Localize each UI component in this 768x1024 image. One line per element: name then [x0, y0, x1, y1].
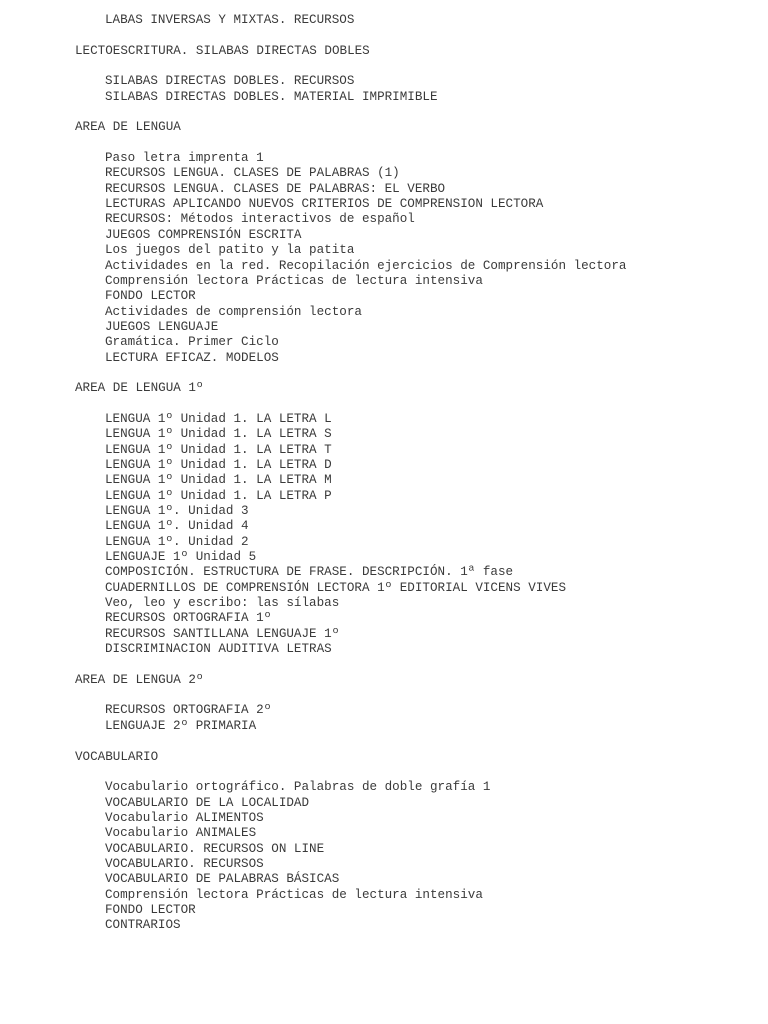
link-item[interactable]: RECURSOS LENGUA. CLASES DE PALABRAS (1) — [105, 166, 400, 181]
section — [0, 105, 768, 366]
link-item[interactable]: LENGUA 1º Unidad 1. LA LETRA M — [105, 473, 332, 488]
link-item[interactable]: Vocabulario ALIMENTOS — [105, 810, 264, 825]
link-item[interactable]: Actividades en la red. Recopilación ejercicios de Comprensión lectora — [105, 258, 627, 273]
spacer — [0, 366, 768, 381]
link-item[interactable]: VOCABULARIO. RECURSOS ON LINE — [105, 841, 325, 856]
spacer — [0, 765, 768, 780]
link-item[interactable]: Veo, leo y escribo: las sílabas — [105, 596, 340, 611]
section — [0, 13, 768, 28]
link-item[interactable]: JUEGOS COMPRENSIÓN ESCRITA — [105, 227, 302, 242]
link-list — [0, 412, 768, 658]
link-item[interactable]: RECURSOS ORTOGRAFIA 2º — [105, 703, 272, 718]
link-item[interactable]: Actividades de comprensión lectora — [105, 304, 362, 319]
link-item[interactable]: Comprensión lectora Prácticas de lectura intensiva — [105, 273, 483, 288]
link-list — [0, 780, 768, 933]
link-item[interactable]: SILABAS DIRECTAS DOBLES. MATERIAL IMPRIMIBLE — [105, 89, 438, 104]
link-list — [0, 74, 768, 105]
link-item[interactable]: SILABAS DIRECTAS DOBLES. RECURSOS — [105, 74, 355, 89]
link-item[interactable]: Gramática. Primer Ciclo — [105, 335, 279, 350]
link-item[interactable]: DISCRIMINACION AUDITIVA LETRAS — [105, 642, 332, 657]
link-item[interactable]: VOCABULARIO. RECURSOS — [105, 856, 264, 871]
section-heading: AREA DE LENGUA — [75, 120, 181, 135]
link-item[interactable]: FONDO LECTOR — [105, 902, 196, 917]
link-item[interactable]: LENGUA 1º. Unidad 2 — [105, 534, 249, 549]
link-item[interactable]: Los juegos del patito y la patita — [105, 243, 355, 258]
section-heading: LECTOESCRITURA. SILABAS DIRECTAS DOBLES — [75, 43, 370, 58]
link-item[interactable]: LENGUAJE 2º PRIMARIA — [105, 718, 257, 733]
section-heading: AREA DE LENGUA 1º — [75, 381, 204, 396]
link-list — [0, 151, 768, 366]
link-list — [0, 13, 768, 28]
link-item[interactable]: LENGUA 1º Unidad 1. LA LETRA L — [105, 411, 332, 426]
section — [0, 28, 768, 105]
section-heading: VOCABULARIO — [75, 749, 159, 764]
spacer — [0, 397, 768, 412]
link-item[interactable]: VOCABULARIO DE PALABRAS BÁSICAS — [105, 872, 340, 887]
link-item[interactable]: LENGUA 1º Unidad 1. LA LETRA D — [105, 457, 332, 472]
link-item[interactable]: LECTURA EFICAZ. MODELOS — [105, 350, 279, 365]
link-item[interactable]: RECURSOS SANTILLANA LENGUAJE 1º — [105, 626, 340, 641]
link-item[interactable]: LECTURAS APLICANDO NUEVOS CRITERIOS DE COMPRENSION LECTORA — [105, 197, 544, 212]
link-item[interactable]: LENGUA 1º. Unidad 4 — [105, 519, 249, 534]
link-item[interactable]: Paso letra imprenta 1 — [105, 151, 264, 166]
section-heading: AREA DE LENGUA 2º — [75, 672, 204, 687]
section — [0, 366, 768, 658]
link-item[interactable]: RECURSOS: Métodos interactivos de español — [105, 212, 415, 227]
spacer — [0, 105, 768, 120]
link-item[interactable]: Comprensión lectora Prácticas de lectura intensiva — [105, 887, 483, 902]
link-item[interactable]: CONTRARIOS — [105, 918, 181, 933]
spacer — [0, 136, 768, 151]
link-item[interactable]: LENGUA 1º Unidad 1. LA LETRA S — [105, 427, 332, 442]
section — [0, 734, 768, 933]
link-item[interactable]: RECURSOS LENGUA. CLASES DE PALABRAS: EL VERBO — [105, 181, 446, 196]
spacer — [0, 688, 768, 703]
link-item[interactable]: Vocabulario ortográfico. Palabras de doble grafía 1 — [105, 780, 491, 795]
spacer — [0, 657, 768, 672]
spacer — [0, 28, 768, 43]
link-list — [0, 703, 768, 734]
spacer — [0, 734, 768, 749]
link-item[interactable]: LENGUA 1º Unidad 1. LA LETRA P — [105, 488, 332, 503]
link-item[interactable]: LENGUAJE 1º Unidad 5 — [105, 550, 257, 565]
spacer — [0, 59, 768, 74]
link-item[interactable]: VOCABULARIO DE LA LOCALIDAD — [105, 795, 310, 810]
link-item[interactable]: LABAS INVERSAS Y MIXTAS. RECURSOS — [105, 13, 355, 27]
section — [0, 657, 768, 734]
link-item[interactable]: RECURSOS ORTOGRAFIA 1º — [105, 611, 272, 626]
link-item[interactable]: Vocabulario ANIMALES — [105, 826, 257, 841]
link-item[interactable]: JUEGOS LENGUAJE — [105, 319, 219, 334]
link-item[interactable]: LENGUA 1º. Unidad 3 — [105, 504, 249, 518]
link-item[interactable]: COMPOSICIÓN. ESTRUCTURA DE FRASE. DESCRIPCIÓN. 1ª fase — [105, 565, 514, 580]
document-body — [0, 13, 768, 934]
link-item[interactable]: CUADERNILLOS DE COMPRENSIÓN LECTORA 1º EDITORIAL VICENS VIVES — [105, 580, 567, 595]
link-item[interactable]: LENGUA 1º Unidad 1. LA LETRA T — [105, 442, 332, 457]
link-item[interactable]: FONDO LECTOR — [105, 289, 196, 304]
